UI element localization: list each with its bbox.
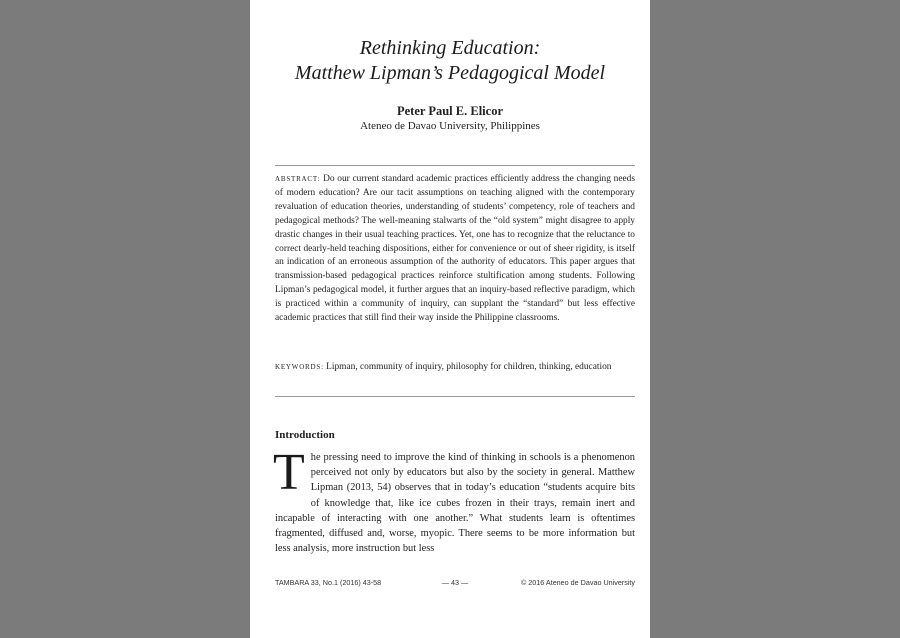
intro-text: he pressing need to improve the kind of thinking in schools is a phenomenon perceived not only by educators but also by the society in general. Matthew Lipman (2013, 54) observes that in today’s education “students acquire bits of knowledge that, like ice cubes frozen in their trays, remain inert and incapable of interacting with one another.” What students learn is oftentimes fragmented, diffused and, worse, myopic. There seems to be more information but less analysis, more instruction but less [275,452,635,555]
footer-page-number: — 43 — [441,578,469,587]
paper-page [250,0,650,638]
top-divider [275,165,635,166]
page-footer [275,578,635,592]
footer-copyright: © 2016 Ateneo de Davao University [521,578,635,587]
keywords-text: Lipman, community of inquiry, philosophy for children, thinking, education [326,362,612,372]
keywords-label: KEYWORDS: [275,363,324,371]
abstract-label: ABSTRACT: [275,175,321,183]
title-line-2: Matthew Lipman’s Pedagogical Model [294,62,606,84]
footer-journal: TAMBARA 33, No.1 (2016) 43-58 [275,578,382,587]
author-name: Peter Paul E. Elicor [397,104,503,118]
intro-paragraph [273,444,635,556]
paper-title [250,36,650,86]
title-line-1: Rethinking Education: [359,37,541,59]
abstract [275,173,635,326]
author-affiliation: Ateneo de Davao University, Philippines [360,120,540,132]
abstract-text: Do our current standard academic practices efficiently address the changing needs of modern education? Are our tacit assumptions on teaching aligned with the contemporary revaluation of education theories, understanding of students’ competency, role of teachers and pedagogical methods? The well-meaning stalwarts of the “old system” might disagree to apply drastic changes in their usual teaching practices. Yet, one has to recognize that the reluctance to correct dearly-held teaching dispositions, either for convenience or out of sheer rigidity, is itself an indication of an erroneous assumption of the authority of educators. This paper argues that transmission-based pedagogical practices reinforce stultification among students. Following Lipman’s pedagogical model, it further argues that an inquiry-based reflective paradigm, which is practiced within a community of inquiry, can supplant the “standard” but less effective academic practices that still find their way inside the Philippine classrooms. [275,174,636,324]
keywords [275,361,635,375]
drop-cap: T [273,444,305,501]
bottom-divider [275,396,635,397]
section-heading: Introduction [275,429,335,441]
